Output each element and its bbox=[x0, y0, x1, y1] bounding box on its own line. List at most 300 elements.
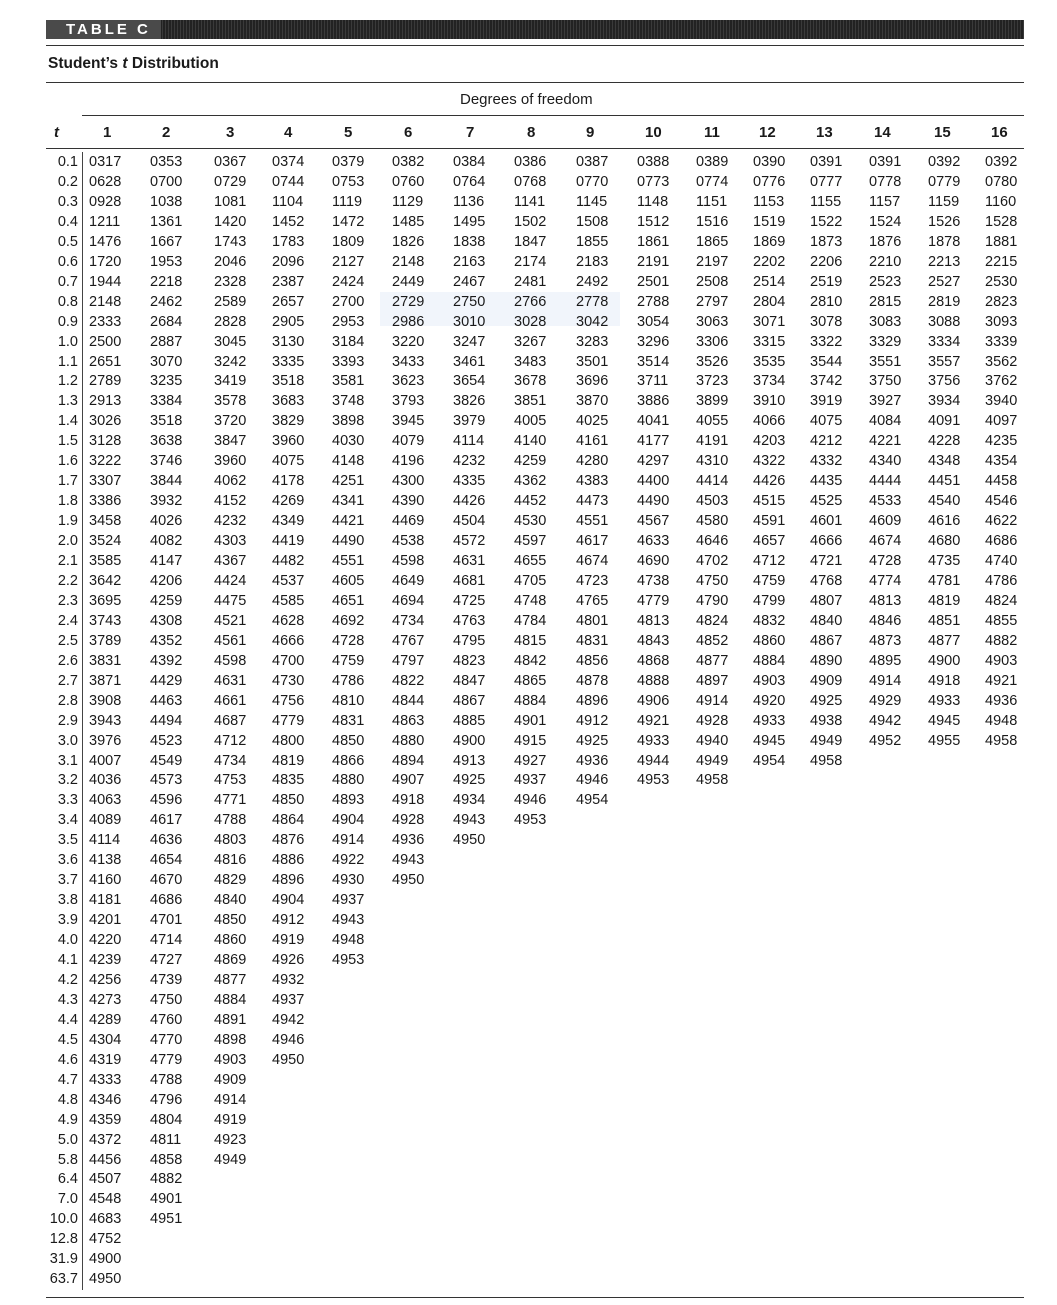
table-cell: 4232 bbox=[214, 513, 247, 530]
table-cell: 1495 bbox=[453, 213, 486, 230]
table-cell: 4055 bbox=[696, 413, 729, 430]
table-cell: 4781 bbox=[928, 572, 961, 589]
table-cell: 1855 bbox=[576, 233, 609, 250]
row-t-value: 0.7 bbox=[57, 273, 78, 290]
table-cell: 3184 bbox=[332, 333, 365, 350]
table-cell: 4690 bbox=[637, 553, 670, 569]
table-cell: 1743 bbox=[214, 233, 247, 250]
table-cell: 4473 bbox=[576, 493, 609, 510]
table-cell: 4212 bbox=[810, 433, 843, 450]
row-t-value: 2.4 bbox=[57, 612, 78, 629]
table-cell: 0928 bbox=[89, 193, 122, 210]
table-cell: 4346 bbox=[89, 1091, 122, 1108]
table-cell: 4140 bbox=[514, 433, 547, 450]
table-cell: 0388 bbox=[637, 154, 670, 170]
table-cell: 4114 bbox=[89, 832, 121, 849]
table-cell: 4349 bbox=[272, 513, 305, 530]
column-header-14: 14 bbox=[874, 124, 891, 141]
table-cell: 3940 bbox=[985, 393, 1018, 410]
table-cell: 4933 bbox=[928, 692, 961, 709]
table-cell: 4280 bbox=[576, 453, 609, 470]
table-cell: 0628 bbox=[89, 173, 122, 190]
table-cell: 4075 bbox=[272, 453, 305, 470]
table-cell: 1420 bbox=[214, 213, 247, 230]
table-cell: 4763 bbox=[453, 612, 486, 629]
table-cell: 3220 bbox=[392, 333, 425, 350]
table-cell: 4949 bbox=[810, 732, 843, 749]
table-cell: 1155 bbox=[810, 193, 842, 210]
table-cell: 4955 bbox=[928, 732, 961, 749]
table-cell: 4256 bbox=[89, 971, 122, 988]
table-cell: 1522 bbox=[810, 213, 843, 230]
table-cell: 4435 bbox=[810, 473, 843, 490]
table-cell: 4503 bbox=[696, 493, 729, 510]
table-cell: 4572 bbox=[453, 533, 486, 550]
table-cell: 3433 bbox=[392, 353, 425, 370]
table-cell: 4796 bbox=[150, 1091, 183, 1108]
table-cell: 4843 bbox=[637, 632, 670, 649]
table-cell: 0374 bbox=[272, 154, 305, 170]
table-cell: 4633 bbox=[637, 533, 670, 550]
table-cell: 4790 bbox=[696, 592, 729, 609]
table-cell: 4950 bbox=[453, 832, 486, 849]
table-cell: 4138 bbox=[89, 852, 122, 869]
table-cell: 4367 bbox=[214, 553, 247, 569]
table-cell: 4567 bbox=[637, 513, 670, 530]
table-cell: 4723 bbox=[576, 572, 609, 589]
table-cell: 2819 bbox=[928, 293, 961, 310]
table-cell: 4765 bbox=[576, 592, 609, 609]
table-cell: 4063 bbox=[89, 792, 122, 809]
table-cell: 3042 bbox=[576, 313, 609, 330]
row-t-value: 3.5 bbox=[57, 832, 78, 849]
table-cell: 3976 bbox=[89, 732, 122, 749]
table-cell: 4475 bbox=[214, 592, 247, 609]
table-cell: 1524 bbox=[869, 213, 902, 230]
table-cell: 3581 bbox=[332, 373, 365, 390]
title-t-symbol: t bbox=[122, 55, 128, 72]
header-rule bbox=[46, 148, 1024, 149]
table-cell: 4912 bbox=[576, 712, 609, 729]
row-t-value: 3.6 bbox=[57, 852, 78, 869]
table-cell: 1526 bbox=[928, 213, 961, 230]
table-cell: 4362 bbox=[514, 473, 547, 490]
table-cell: 3078 bbox=[810, 313, 843, 330]
table-cell: 4525 bbox=[810, 493, 843, 510]
table-cell: 4759 bbox=[332, 652, 365, 669]
table-cell: 4901 bbox=[514, 712, 547, 729]
table-cell: 4867 bbox=[810, 632, 843, 649]
table-cell: 4335 bbox=[453, 473, 486, 490]
table-cell: 3393 bbox=[332, 353, 365, 370]
row-t-value: 4.1 bbox=[57, 952, 78, 968]
table-cell: 4674 bbox=[869, 533, 902, 550]
table-cell: 3483 bbox=[514, 353, 547, 370]
row-t-value: 2.8 bbox=[57, 692, 78, 709]
table-cell: 4918 bbox=[928, 672, 961, 689]
table-cell: 4940 bbox=[696, 732, 729, 749]
table-cell: 4041 bbox=[637, 413, 670, 430]
table-cell: 4816 bbox=[214, 852, 247, 869]
table-cell: 4786 bbox=[332, 672, 365, 689]
table-cell: 4424 bbox=[214, 572, 247, 589]
table-cell: 2163 bbox=[453, 253, 486, 270]
table-cell: 3789 bbox=[89, 632, 122, 649]
table-cell: 4030 bbox=[332, 433, 365, 450]
table-cell: 4753 bbox=[214, 772, 247, 789]
row-t-value: 4.6 bbox=[57, 1051, 78, 1068]
table-cell: 4928 bbox=[696, 712, 729, 729]
table-cell: 4551 bbox=[332, 553, 365, 569]
table-cell: 0778 bbox=[869, 173, 902, 190]
table-cell: 3934 bbox=[928, 393, 961, 410]
row-t-value: 3.7 bbox=[57, 872, 78, 889]
table-cell: 4617 bbox=[150, 812, 183, 829]
table-cell: 4239 bbox=[89, 952, 122, 968]
table-cell: 2523 bbox=[869, 273, 902, 290]
table-cell: 3678 bbox=[514, 373, 547, 390]
table-cell: 4927 bbox=[514, 752, 547, 769]
table-cell: 4951 bbox=[150, 1211, 183, 1228]
table-cell: 3557 bbox=[928, 353, 961, 370]
table-cell: 4661 bbox=[214, 692, 247, 709]
table-cell: 2127 bbox=[332, 253, 365, 270]
table-cell: 3093 bbox=[985, 313, 1018, 330]
table-cell: 4533 bbox=[869, 493, 902, 510]
table-cell: 4788 bbox=[214, 812, 247, 829]
table-cell: 4598 bbox=[214, 652, 247, 669]
table-cell: 1159 bbox=[928, 193, 960, 210]
table-cell: 4631 bbox=[453, 553, 486, 569]
table-cell: 2810 bbox=[810, 293, 843, 310]
table-cell: 4701 bbox=[150, 912, 183, 929]
table-cell: 3683 bbox=[272, 393, 305, 410]
table-cell: 4867 bbox=[453, 692, 486, 709]
table-cell: 4842 bbox=[514, 652, 547, 669]
table-cell: 4191 bbox=[696, 433, 729, 450]
table-cell: 4844 bbox=[392, 692, 425, 709]
table-cell: 4079 bbox=[392, 433, 425, 450]
table-cell: 4925 bbox=[810, 692, 843, 709]
table-cell: 4631 bbox=[214, 672, 247, 689]
table-cell: 2174 bbox=[514, 253, 547, 270]
table-cell: 4490 bbox=[637, 493, 670, 510]
table-cell: 4946 bbox=[576, 772, 609, 789]
table-cell: 4549 bbox=[150, 752, 183, 769]
table-cell: 4482 bbox=[272, 553, 305, 569]
table-cell: 4923 bbox=[214, 1131, 247, 1148]
table-cell: 4494 bbox=[150, 712, 183, 729]
column-header-11: 11 bbox=[704, 124, 720, 141]
table-cell: 4700 bbox=[272, 652, 305, 669]
table-cell: 4942 bbox=[272, 1011, 305, 1028]
table-cell: 4636 bbox=[150, 832, 183, 849]
table-cell: 4025 bbox=[576, 413, 609, 430]
table-cell: 1809 bbox=[332, 233, 365, 250]
table-cell: 4903 bbox=[214, 1051, 247, 1068]
table-cell: 3335 bbox=[272, 353, 305, 370]
table-cell: 4847 bbox=[453, 672, 486, 689]
row-t-value: 2.0 bbox=[57, 533, 78, 550]
table-cell: 4322 bbox=[753, 453, 786, 470]
table-cell: 4856 bbox=[576, 652, 609, 669]
table-cell: 3518 bbox=[272, 373, 305, 390]
row-t-value: 7.0 bbox=[57, 1191, 78, 1208]
row-t-value: 1.8 bbox=[57, 493, 78, 510]
table-cell: 1145 bbox=[576, 193, 608, 210]
row-t-value: 3.9 bbox=[57, 912, 78, 929]
table-cell: 4937 bbox=[332, 892, 365, 909]
table-cell: 1869 bbox=[753, 233, 786, 250]
row-t-value: 4.0 bbox=[57, 932, 78, 949]
table-cell: 3746 bbox=[150, 453, 183, 470]
table-cell: 3054 bbox=[637, 313, 670, 330]
table-cell: 2467 bbox=[453, 273, 486, 290]
table-cell: 4178 bbox=[272, 473, 305, 490]
table-cell: 3578 bbox=[214, 393, 247, 410]
table-cell: 4768 bbox=[810, 572, 843, 589]
table-cell: 3844 bbox=[150, 473, 183, 490]
table-cell: 1826 bbox=[392, 233, 425, 250]
table-cell: 4308 bbox=[150, 612, 183, 629]
table-cell: 3829 bbox=[272, 413, 305, 430]
table-cell: 2789 bbox=[89, 373, 122, 390]
title-prefix: Student’s bbox=[48, 55, 123, 72]
table-cell: 4819 bbox=[272, 752, 305, 769]
bottom-rule bbox=[46, 1297, 1024, 1298]
table-cell: 4890 bbox=[810, 652, 843, 669]
table-cell: 3638 bbox=[150, 433, 183, 450]
table-cell: 4383 bbox=[576, 473, 609, 490]
table-cell: 1881 bbox=[985, 233, 1018, 250]
table-cell: 1861 bbox=[637, 233, 670, 250]
table-cell: 3927 bbox=[869, 393, 902, 410]
table-cell: 4799 bbox=[753, 592, 786, 609]
table-cell: 4340 bbox=[869, 453, 902, 470]
table-cell: 4829 bbox=[214, 872, 247, 889]
table-cell: 4950 bbox=[89, 1271, 122, 1288]
row-t-value: 2.5 bbox=[57, 632, 78, 649]
table-cell: 0780 bbox=[985, 173, 1018, 190]
row-t-value: 2.2 bbox=[57, 572, 78, 589]
table-cell: 4289 bbox=[89, 1011, 122, 1028]
table-cell: 0390 bbox=[753, 154, 786, 170]
table-cell: 4738 bbox=[637, 572, 670, 589]
table-cell: 4873 bbox=[869, 632, 902, 649]
table-cell: 4884 bbox=[514, 692, 547, 709]
table-cell: 2797 bbox=[696, 293, 729, 310]
table-cell: 4909 bbox=[214, 1071, 247, 1088]
table-cell: 4310 bbox=[696, 453, 729, 470]
table-cell: 2887 bbox=[150, 333, 183, 350]
table-cell: 3322 bbox=[810, 333, 843, 350]
table-cell: 1141 bbox=[514, 193, 546, 210]
table-cell: 4925 bbox=[453, 772, 486, 789]
table-cell: 2210 bbox=[869, 253, 902, 270]
table-cell: 4392 bbox=[150, 652, 183, 669]
table-cell: 4900 bbox=[928, 652, 961, 669]
table-cell: 4950 bbox=[392, 872, 425, 889]
table-cell: 2651 bbox=[89, 353, 122, 370]
table-cell: 2213 bbox=[928, 253, 961, 270]
table-cell: 4877 bbox=[928, 632, 961, 649]
table-cell: 4900 bbox=[89, 1251, 122, 1268]
table-cell: 4235 bbox=[985, 433, 1018, 450]
row-t-value: 1.7 bbox=[57, 473, 78, 490]
table-label: TABLE C bbox=[46, 20, 161, 39]
row-t-value: 4.5 bbox=[57, 1031, 78, 1048]
row-t-value: 4.2 bbox=[57, 971, 78, 988]
table-cell: 2096 bbox=[272, 253, 305, 270]
table-cell: 4730 bbox=[272, 672, 305, 689]
table-cell: 4429 bbox=[150, 672, 183, 689]
table-cell: 4591 bbox=[753, 513, 786, 530]
table-cell: 4683 bbox=[89, 1211, 122, 1228]
row-t-value: 1.2 bbox=[57, 373, 78, 390]
table-cell: 4906 bbox=[637, 692, 670, 709]
table-cell: 4646 bbox=[696, 533, 729, 550]
table-cell: 2823 bbox=[985, 293, 1018, 310]
table-cell: 4251 bbox=[332, 473, 365, 490]
table-cell: 4937 bbox=[514, 772, 547, 789]
row-t-value: 2.1 bbox=[57, 553, 78, 569]
table-cell: 4953 bbox=[514, 812, 547, 829]
row-t-value: 0.3 bbox=[57, 193, 78, 210]
table-cell: 3267 bbox=[514, 333, 547, 350]
table-cell: 4868 bbox=[637, 652, 670, 669]
table-cell: 4860 bbox=[214, 932, 247, 949]
table-cell: 4948 bbox=[985, 712, 1018, 729]
table-cell: 4900 bbox=[453, 732, 486, 749]
table-cell: 4811 bbox=[150, 1131, 182, 1148]
row-t-value: 4.3 bbox=[57, 991, 78, 1008]
row-t-value: 4.7 bbox=[57, 1071, 78, 1088]
table-cell: 4670 bbox=[150, 872, 183, 889]
table-cell: 4740 bbox=[985, 553, 1018, 569]
table-cell: 0379 bbox=[332, 154, 365, 170]
table-cell: 3696 bbox=[576, 373, 609, 390]
table-cell: 4702 bbox=[696, 553, 729, 569]
table-cell: 4771 bbox=[214, 792, 247, 809]
table-cell: 4084 bbox=[869, 413, 902, 430]
table-cell: 4914 bbox=[332, 832, 365, 849]
table-cell: 4220 bbox=[89, 932, 122, 949]
table-cell: 1516 bbox=[696, 213, 729, 230]
row-t-value: 1.0 bbox=[57, 333, 78, 350]
table-cell: 3010 bbox=[453, 313, 486, 330]
table-cell: 3083 bbox=[869, 313, 902, 330]
table-cell: 4920 bbox=[753, 692, 786, 709]
row-t-value: 3.2 bbox=[57, 772, 78, 789]
table-cell: 2589 bbox=[214, 293, 247, 310]
table-cell: 4725 bbox=[453, 592, 486, 609]
table-cell: 4426 bbox=[753, 473, 786, 490]
table-cell: 2684 bbox=[150, 313, 183, 330]
table-cell: 4538 bbox=[392, 533, 425, 550]
table-cell: 4259 bbox=[514, 453, 547, 470]
table-cell: 2501 bbox=[637, 273, 670, 290]
table-cell: 4687 bbox=[214, 712, 247, 729]
row-t-value: 0.8 bbox=[57, 293, 78, 310]
table-cell: 4259 bbox=[150, 592, 183, 609]
table-cell: 4414 bbox=[696, 473, 729, 490]
table-cell: 4840 bbox=[214, 892, 247, 909]
table-cell: 0353 bbox=[150, 154, 183, 170]
table-cell: 4546 bbox=[985, 493, 1018, 510]
table-cell: 0382 bbox=[392, 154, 425, 170]
table-cell: 4946 bbox=[514, 792, 547, 809]
table-cell: 4815 bbox=[514, 632, 547, 649]
table-cell: 4869 bbox=[214, 952, 247, 968]
column-header-16: 16 bbox=[991, 124, 1008, 141]
table-cell: 4950 bbox=[272, 1051, 305, 1068]
table-cell: 3793 bbox=[392, 393, 425, 410]
table-cell: 3386 bbox=[89, 493, 122, 510]
table-cell: 2905 bbox=[272, 313, 305, 330]
table-cell: 3943 bbox=[89, 712, 122, 729]
table-cell: 1838 bbox=[453, 233, 486, 250]
table-cell: 4007 bbox=[89, 752, 122, 769]
table-cell: 2815 bbox=[869, 293, 902, 310]
table-cell: 3026 bbox=[89, 413, 122, 430]
table-cell: 4880 bbox=[392, 732, 425, 749]
table-cell: 2778 bbox=[576, 293, 609, 310]
table-cell: 4800 bbox=[272, 732, 305, 749]
table-cell: 1873 bbox=[810, 233, 843, 250]
table-cell: 4788 bbox=[150, 1071, 183, 1088]
table-cell: 4333 bbox=[89, 1071, 122, 1088]
row-t-value: 0.1 bbox=[57, 154, 78, 170]
table-cell: 4521 bbox=[214, 612, 247, 629]
table-cell: 0700 bbox=[150, 173, 183, 190]
table-cell: 4945 bbox=[928, 712, 961, 729]
table-cell: 4319 bbox=[89, 1051, 122, 1068]
table-cell: 4937 bbox=[272, 991, 305, 1008]
row-t-value: 0.2 bbox=[57, 173, 78, 190]
row-t-value: 12.8 bbox=[49, 1231, 78, 1248]
table-cell: 3743 bbox=[89, 612, 122, 629]
table-cell: 4928 bbox=[392, 812, 425, 829]
table-cell: 1136 bbox=[453, 193, 485, 210]
table-cell: 1485 bbox=[392, 213, 425, 230]
table-cell: 3762 bbox=[985, 373, 1018, 390]
table-cell: 3315 bbox=[753, 333, 786, 350]
table-cell: 4895 bbox=[869, 652, 902, 669]
table-cell: 4943 bbox=[453, 812, 486, 829]
table-cell: 4152 bbox=[214, 493, 247, 510]
table-cell: 4767 bbox=[392, 632, 425, 649]
table-cell: 2729 bbox=[392, 293, 425, 310]
table-cell: 3070 bbox=[150, 353, 183, 370]
table-cell: 4026 bbox=[150, 513, 183, 530]
table-cell: 3826 bbox=[453, 393, 486, 410]
row-t-value: 1.1 bbox=[57, 353, 78, 370]
table-cell: 3932 bbox=[150, 493, 183, 510]
table-cell: 4813 bbox=[637, 612, 670, 629]
table-cell: 0391 bbox=[810, 154, 843, 170]
table-cell: 4943 bbox=[332, 912, 365, 929]
table-cell: 4863 bbox=[392, 712, 425, 729]
table-cell: 4860 bbox=[753, 632, 786, 649]
table-cell: 3501 bbox=[576, 353, 609, 370]
table-cell: 4835 bbox=[272, 772, 305, 789]
table-cell: 4797 bbox=[392, 652, 425, 669]
table-cell: 4727 bbox=[150, 952, 183, 968]
table-cell: 0764 bbox=[453, 173, 486, 190]
table-cell: 2206 bbox=[810, 253, 843, 270]
table-cell: 4181 bbox=[89, 892, 122, 909]
table-cell: 4066 bbox=[753, 413, 786, 430]
